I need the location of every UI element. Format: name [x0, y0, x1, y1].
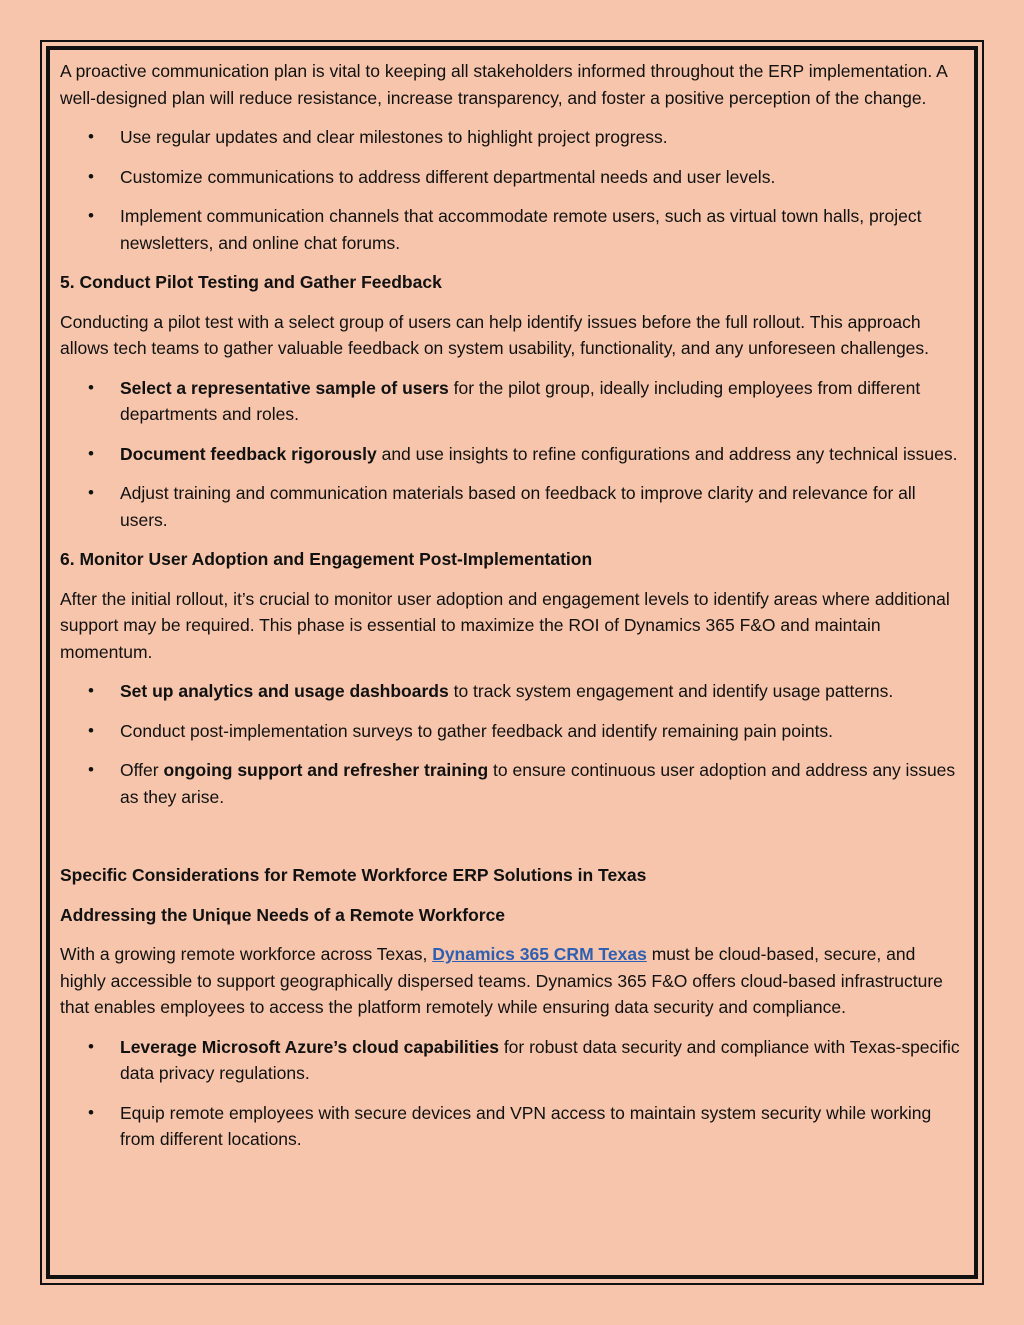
bullet-text: to ensure continuous user adoption and address any issues as they arise.: [120, 760, 956, 807]
section-heading-user-adoption: 6. Monitor User Adoption and Engagement Post-Implementation: [60, 549, 593, 569]
bullet-text: Adjust training and communication materials based on feedback to improve clarity and relevance for all users.: [120, 483, 916, 530]
paragraph-text: With a growing remote workforce across Texas,: [60, 944, 433, 964]
list-item: • Implement communication channels that accommodate remote users, such as virtual town halls, project newsletters, and online chat forums.: [60, 203, 965, 256]
dynamics-crm-texas-link[interactable]: Dynamics 365 CRM Texas: [432, 944, 647, 964]
pilot-testing-bullet-list: [60, 375, 965, 534]
bullet-bold-text: Set up analytics and usage dashboards: [120, 681, 449, 701]
bullet-bold-text: ongoing support and refresher training: [163, 760, 489, 780]
list-item: [60, 375, 965, 428]
list-item: [60, 718, 965, 745]
remote-workforce-paragraph: [60, 941, 965, 1021]
list-item: [60, 1100, 965, 1153]
bullet-text: to track system engagement and identify usage patterns.: [448, 681, 894, 701]
bullet-text: and use insights to refine configurations and address any technical issues.: [376, 443, 958, 464]
bullet-text: for the pilot group, ideally including employees from different departments and roles.: [120, 377, 921, 424]
intro-paragraph: A proactive communication plan is vital to keeping all stakeholders informed throughout the ERP implementation. A well-designed plan will reduce resistance, increase transparency, and foster a positive perception of the change.: [60, 61, 947, 108]
document-body: [60, 58, 965, 1166]
bullet-text: for robust data security and compliance with Texas-specific data privacy regulations.: [120, 1036, 960, 1083]
list-item: • Customize communications to address different departmental needs and user levels.: [60, 164, 965, 191]
list-item: • Use regular updates and clear milestones to highlight project progress.: [60, 124, 965, 151]
subheading-remote-needs: Addressing the Unique Needs of a Remote Workforce: [60, 904, 506, 925]
section-heading-remote-workforce: Specific Considerations for Remote Workforce ERP Solutions in Texas: [60, 865, 647, 885]
list-item: [60, 1034, 965, 1087]
paragraph-text: must be cloud-based, secure, and highly accessible to support geographically dispersed teams. Dynamics 365 F&O offers cloud-based infrastructure that enables employees to access the platform remotely while ensuring data security and compliance.: [60, 944, 943, 1017]
user-adoption-bullet-list: [60, 678, 965, 810]
list-item: [60, 441, 965, 468]
section-heading-pilot-testing: 5. Conduct Pilot Testing and Gather Feedback: [60, 272, 442, 292]
bullet-bold-text: Leverage Microsoft Azure’s cloud capabilities: [120, 1036, 499, 1057]
user-adoption-paragraph: After the initial rollout, it’s crucial to monitor user adoption and engagement levels to identify areas where additional support may be required. This phase is essential to maximize the ROI of Dynamics 365 F&O and maintain momentum.: [60, 588, 950, 662]
list-item: [60, 678, 965, 705]
section-spacer: [60, 823, 965, 862]
bullet-text: Conduct post-implementation surveys to gather feedback and identify remaining pain points.: [120, 720, 834, 741]
intro-bullet-list: [60, 124, 965, 256]
pilot-testing-paragraph: Conducting a pilot test with a select group of users can help identify issues before the full rollout. This approach allows tech teams to gather valuable feedback on system usability, functionality, and any unforeseen challenges.: [60, 311, 930, 358]
bullet-bold-text: Document feedback rigorously: [120, 443, 377, 464]
remote-workforce-bullet-list: [60, 1034, 965, 1153]
bullet-bold-text: Select a representative sample of users: [120, 377, 449, 398]
list-item: [60, 480, 965, 533]
bullet-text: Equip remote employees with secure devices and VPN access to maintain system security while working from different locations.: [120, 1102, 932, 1149]
list-item: [60, 757, 965, 810]
bullet-text: Offer: [120, 760, 164, 780]
